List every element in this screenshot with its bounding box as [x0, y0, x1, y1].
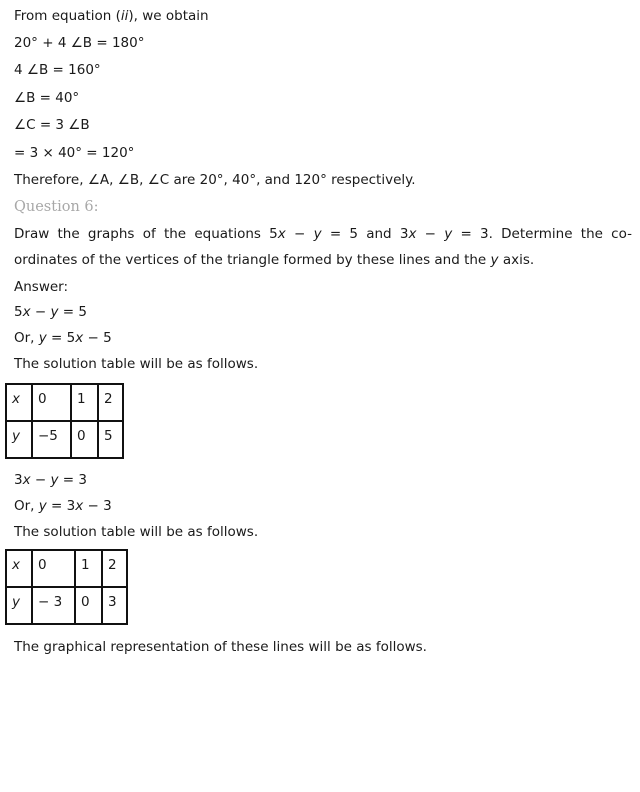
equation-step-1: 20° + 4 ∠B = 180°: [14, 35, 145, 51]
table-cell: 0: [32, 550, 75, 587]
question-text: [14, 222, 632, 273]
equation-two: 3x − y = 3: [14, 472, 87, 488]
answer-label: Answer:: [14, 279, 69, 295]
solution-table-2: [5, 549, 128, 625]
graph-intro-text: The graphical representation of these lines will be as follows.: [14, 639, 427, 655]
table-row: [6, 421, 123, 458]
table-cell: y: [6, 587, 32, 624]
table-cell: 3: [102, 587, 127, 624]
equation-step-2: 4 ∠B = 160°: [14, 62, 101, 78]
text-segment: ), we obtain: [128, 8, 209, 24]
equation-one: 5x − y = 5: [14, 304, 87, 320]
equation-one-rearranged: Or, y = 5x − 5: [14, 330, 112, 346]
table-cell: 2: [98, 384, 123, 421]
equation-two-rearranged: Or, y = 3x − 3: [14, 498, 112, 514]
table-cell: 2: [102, 550, 127, 587]
equation-number: ii: [120, 8, 129, 24]
table-cell: 1: [75, 550, 102, 587]
table-cell: x: [6, 550, 32, 587]
solution-table-intro-1: The solution table will be as follows.: [14, 356, 259, 372]
table-cell: 0: [32, 384, 71, 421]
table-cell: 0: [71, 421, 98, 458]
question-heading: Question 6:: [14, 199, 99, 215]
text-segment: From equation (: [14, 8, 121, 24]
equation-step-5: = 3 × 40° = 120°: [14, 145, 135, 161]
table-cell: 0: [75, 587, 102, 624]
equation-step-4: ∠C = 3 ∠B: [14, 117, 90, 133]
table-cell: − 3: [32, 587, 75, 624]
equation-step-3: ∠B = 40°: [14, 90, 80, 106]
table-cell: −5: [32, 421, 71, 458]
table-cell: x: [6, 384, 32, 421]
solution-table-1: [5, 383, 124, 459]
table-cell: 1: [71, 384, 98, 421]
table-row: [6, 550, 127, 587]
table-row: [6, 587, 127, 624]
question-line-2: ordinates of the vertices of the triangle formed by these lines and the y axis.: [14, 251, 535, 268]
solution-table-intro-2: The solution table will be as follows.: [14, 524, 259, 540]
conclusion-line: Therefore, ∠A, ∠B, ∠C are 20°, 40°, and 120° respectively.: [14, 172, 416, 188]
table-cell: y: [6, 421, 32, 458]
question-line-1: Draw the graphs of the equations 5x − y = 5 and 3x − y = 3. Determine the co-: [14, 226, 632, 242]
table-row: [6, 384, 123, 421]
table-cell: 5: [98, 421, 123, 458]
equation-reference-line: [14, 7, 209, 25]
